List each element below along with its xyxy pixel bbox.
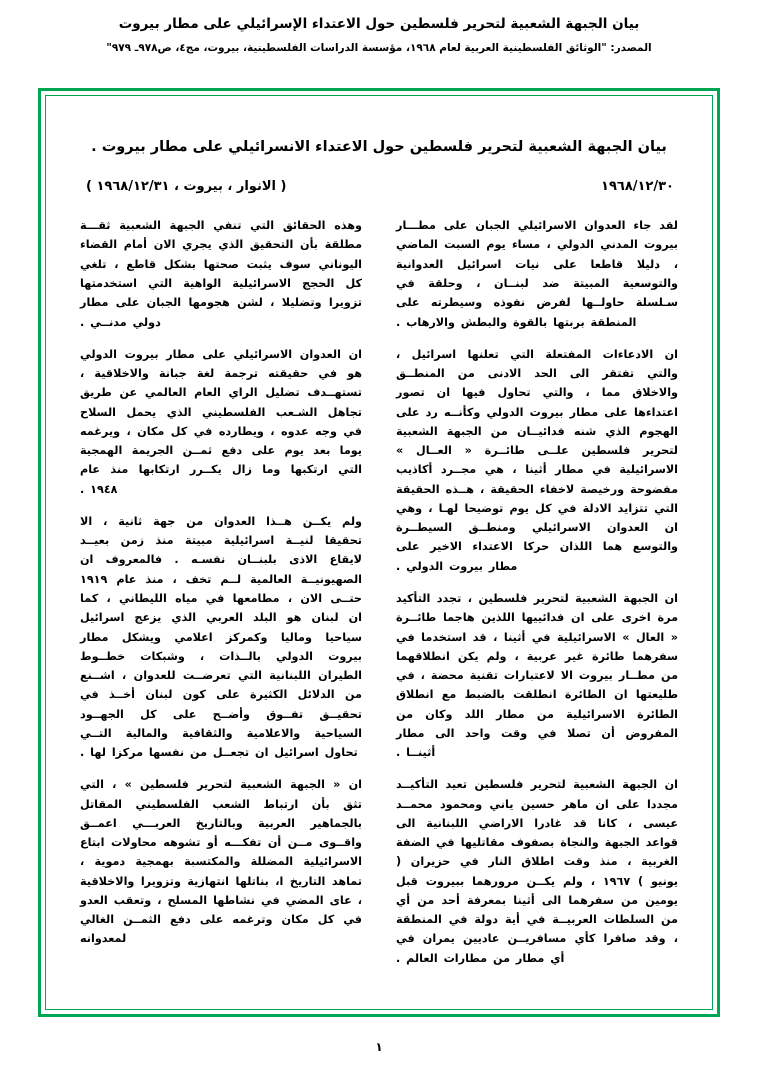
paragraph: ان الجبهة الشعبية لتحرير فلسطين ، تجدد التأكيد مرة اخرى على ان فدائييها اللذين هاجما طائــرة « العال » الاسرائيلية في أثينا ، قد استخدما في سفرهما طائرة غير عربية ، ولم يكن انطلاقهما من مطــار بيروت الا لاعتبارات تقنية محضة ، في طليعتها ان الطائرة انطلقت بالضبط مع انطلاق الطائرة الاسرائيلية من مطار اللد وكان من المفروض أن تصلا في وقت واحد الى مطار أثينــا .	[396, 591, 678, 760]
paragraph: ان « الجبهة الشعبية لتحرير فلسطين » ، التي تثق بأن ارتباط الشعب الفلسطيني المقاتل بالجماهير العربية وبالتاريخ العربـــي اعمــق واقــوى مــن أن تفكـــه أو تشوهه محاولات ابتاع الاسرائيلية المضللة والمكتسبة بهمجية دموية ، تماهد التاريخ ا، بناتلها انتهازية وتزويرا والاخلاقية ، عاى المضي في نشاطها المسلح ، وتعقب العدو في كل مكان وترغمه على دفع الثمــن الغالي لمعدوانه	[80, 778, 362, 946]
document-source-line: ( الانوار ، بيروت ، ١٩٦٨/١٢/٣١ )	[86, 179, 287, 195]
page-number: ١	[375, 1040, 383, 1054]
page-title: بيان الجبهة الشعبية لتحرير فلسطين حول الاعتداء الانسرائيلي على مطار بيروت .	[91, 139, 667, 155]
paragraph: ان الادعاءات المفتعلة التي تعلنها اسرائيل ، والتي تفتقر الى الحد الادنى من المنطــق والاخلاق مما ، والتي تحاول فيها ان تصور اعتداءها على مطار بيروت الدولي وكأنــه رد على الهجوم الذي شنه فدائيــان من الجبهة الشعبية لتحرير فلسطين علــى طائــرة « العــال » الاسرائيلية في مطار أثينا ، هي مجــرد أكاذيب مفضوحة ورخيصة لاخفاء الحقيقة ، هــذه الحقيقة التي تتزايد الادلة في كل يوم توضيحا لهـا ، وهي ان العدوان الاسرائيلي ومنطــق السيطــرة والتوسع هما اللذان حركا الاعتداء الاخير على مطار بيروت الدولي .	[396, 347, 678, 573]
text-columns	[80, 216, 678, 968]
document-body	[45, 95, 713, 1010]
header-title: بيان الجبهة الشعبية لتحرير فلسطين حول الاعتداء الإسرائيلي على مطار بيروت	[118, 16, 640, 32]
paragraph: ان العدوان الاسرائيلي على مطار بيروت الدولي هو في حقيقته ترجمة لغة جبانة والاخلاقية ، تستهــدف تضليل الراي العام العالمي عن طريق تجاهل الشـعب الفلسطيني الذي يحمل السلاح في وجه عدوه ، ويطارده في كل مكان ، ويرغمه يوما بعد يوم على دفع ثمــن الجريمة الهمجية التي ارتكبها وما زال يكــرر ارتكابها منذ عام ١٩٤٨ .	[80, 347, 362, 496]
document-date: ١٩٦٨/١٢/٣٠	[601, 179, 674, 195]
document-header	[0, 0, 758, 57]
column-right	[396, 216, 678, 968]
green-border-frame	[38, 88, 720, 1017]
paragraph: لقد جاء العدوان الاسرائيلي الجبان على مطـــار بيروت المدني الدولي ، مساء يوم السبت الماضي ، دليلا قاطعا على نيات اسرائيل العدوانية والتوسعية المبيتة ضد لبنــان ، وحلقة في سـلسلة حاولــها لفرض نفوذه وسيطرته على المنطقة بربتها بالقوة والبطش والارهاب .	[396, 219, 678, 329]
meta-row	[86, 179, 674, 194]
paragraph: وهذه الحقائق التي تنفي الجبهة الشعبية ثقـــة مطلقة بأن التحقيق الذي يجري الان أمام القضاء اليوناني سوف يثبت صحتها بشكل قاطع ، تلغي كل الحجج الاسرائيلية الواهية التي استخدمتها تزويرا وتضليلا ، لشن هجومها الجبان على مطار دولي مدنــي .	[80, 219, 362, 329]
header-source-citation: المصدر: "الوثائق الفلسطينية العربية لعام ١٩٦٨، مؤسسة الدراسات الفلسطينية، بيروت، مج٤، ص٩٧٨ـ ٩٧٩"	[106, 42, 652, 55]
paragraph: ان الجبهة الشعبية لتحرير فلسطين تعيد التأكيــد مجددا على ان ماهر حسين ياني ومحمود محمــد عيسى ، كانا قد غادرا الاراضي اللبنانية الى قواعد الجبهة والنجاة بصفوف مقاتليها في الضفة الغربية ، منذ وقت اطلاق النار في حزيران ( يونيو ) ١٩٦٧ ، ولم يكــن مرورهما ببيروت قبل يومين من سفرهما الى أثينا بمعرفة أحد من أي من السلطات العربيــة في أية دولة في المنطقة ، وقد صافرا كأي مسافريــن عاديين يمران في أي مطار من مطارات العالم .	[396, 778, 678, 965]
paragraph: ولم يكــن هــذا العدوان من جهة ثانية ، الا تحقيقا لنيــة اسرائيلية مبيتة منذ زمن بعيــد لايقاع الاذى بلبنــان نفسـه . فالمعروف ان الصهيونيــة العالمية لــم تخف ، منذ عام ١٩١٩ حتــى الان ، مطامعها في مياه الليطاني ، كما ان لبنان هو البلد العربي الذي يزعج اسرائيل سياحيا وماليا وكمركز اعلامي ويشكل مطار بيروت الدولي بالــذات ، وشبكات خطــوط الطيران اللبنانية التي تعرضــت للعدوان ، اشــنع من الدلائل الكثيرة على كون لبنان أخــذ في تحقيــق تفــوق وأضــح على كل الجهــود السياحية والاعلامية والثقافية والمالية التــي تحاول اسرائيل ان تجعــل من نفسها مركزا لها .	[80, 514, 362, 760]
column-left	[80, 216, 362, 968]
